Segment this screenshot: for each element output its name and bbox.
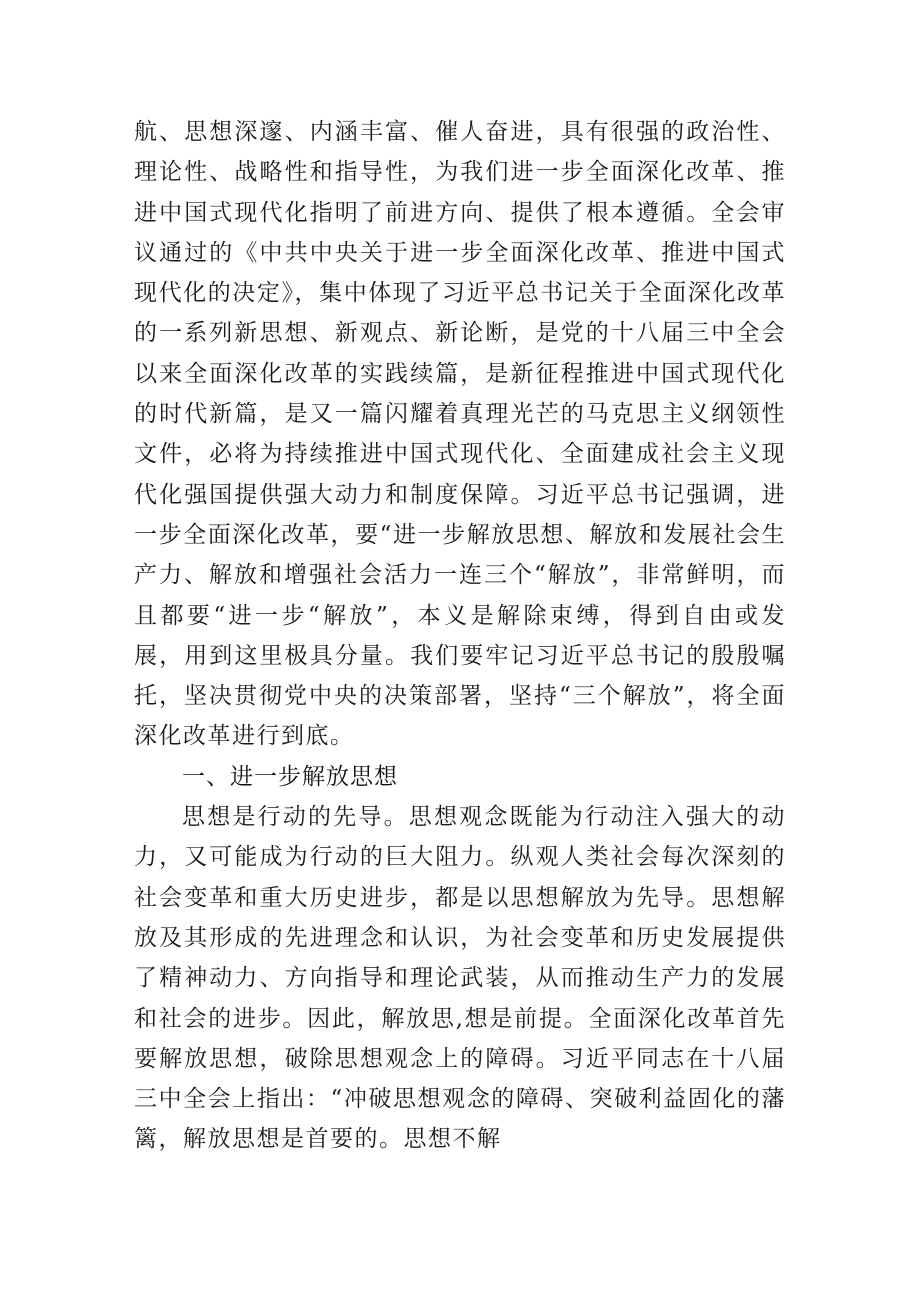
body-paragraph-continued: 航、思想深邃、内涵丰富、催人奋进，具有很强的政治性、理论性、战略性和指导性，为我们进一步全面深化改革、推进中国式现代化指明了前进方向、提供了根本遵循。全会审议通过的《中共中央关于进一步全面深化改革、推进中国式现代化的决定》，集中体现了习近平总书记关于全面深化改革的一系列新思想、新观点、新论断，是党的十八届三中全会以来全面深化改革的实践续篇，是新征程推进中国式现代化的时代新篇，是又一篇闪耀着真理光芒的马克思主义纲领性文件，必将为持续推进中国式现代化、全面建成社会主义现代化强国提供强大动力和制度保障。习近平总书记强调，进一步全面深化改革，要“进一步解放思想、解放和发展社会生产力、解放和增强社会活力一连三个“解放”，非常鲜明，而且都要“进一步“解放”，本义是解除束缚，得到自由或发展，用到这里极具分量。我们要牢记习近平总书记的殷殷嘱托，坚决贯彻党中央的决策部署，坚持“三个解放”，将全面深化改革进行到底。 bbox=[134, 119, 786, 750]
document-body bbox=[134, 112, 786, 1160]
section-heading: 一、进一步解放思想 bbox=[182, 763, 398, 790]
body-paragraph-section-one: 思想是行动的先导。思想观念既能为行动注入强大的动力，又可能成为行动的巨大阻力。纵观人类社会每次深刻的社会变革和重大历史进步，都是以思想解放为先导。思想解放及其形成的先进理念和认识，为社会变革和历史发展提供了精神动力、方向指导和理论武装，从而推动生产力的发展和社会的进步。因此，解放思,想是前提。全面深化改革首先要解放思想，破除思想观念上的障碍。习近平同志在十八届三中全会上指出：“冲破思想观念的障碍、突破利益固化的藩篱，解放思想是首要的。思想不解 bbox=[134, 804, 786, 1153]
